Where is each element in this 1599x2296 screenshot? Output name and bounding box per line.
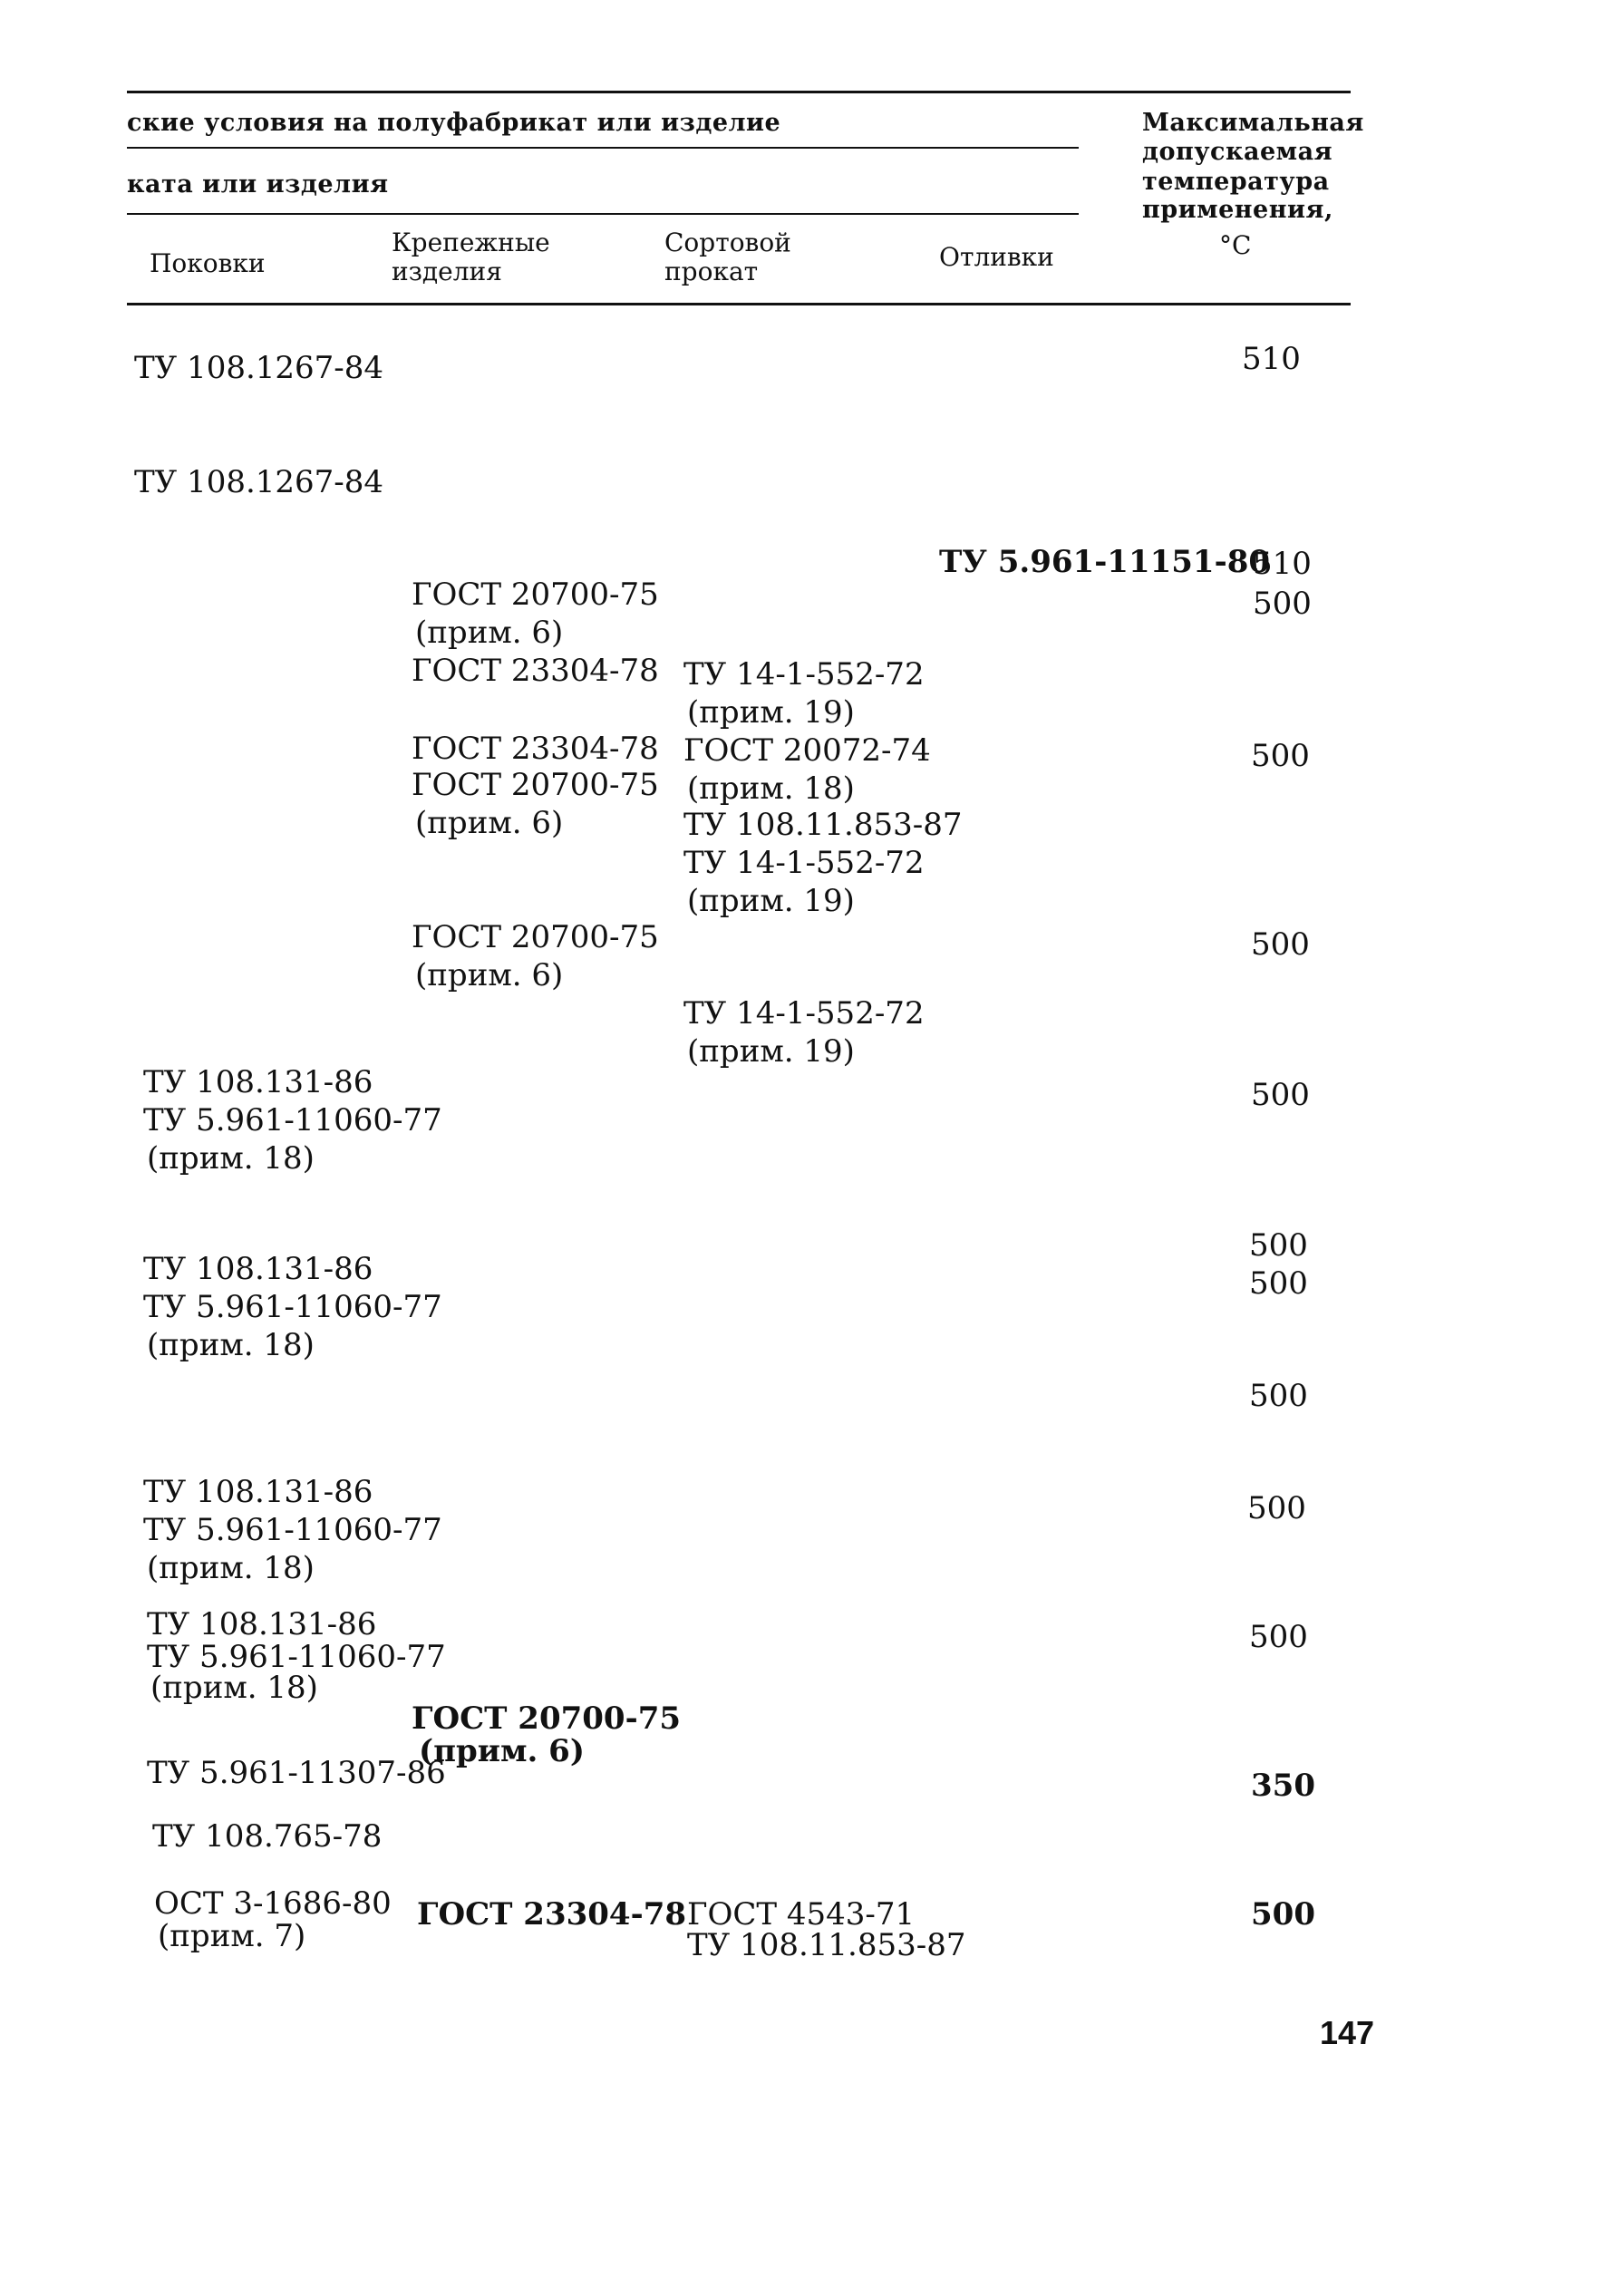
col-header-rolled-2: прокат xyxy=(664,257,759,286)
cell-forgings: (прим. 7) xyxy=(158,1918,306,1954)
cell-forgings: ТУ 5.961-11060-77 xyxy=(143,1512,442,1548)
cell-forgings: ТУ 108.131-86 xyxy=(143,1251,373,1287)
cell-forgings: (прим. 18) xyxy=(147,1140,315,1177)
col-header-castings: Отливки xyxy=(939,242,1054,272)
cell-forgings: ТУ 108.1267-84 xyxy=(134,350,384,386)
cell-fasteners: ГОСТ 20700-75 xyxy=(412,919,659,955)
header-bottom-rule xyxy=(127,303,1351,305)
header-rule-2 xyxy=(127,147,1079,149)
cell-temp: 500 xyxy=(1249,1265,1308,1302)
cell-temp: 500 xyxy=(1249,1378,1308,1414)
cell-rolled: ТУ 14-1-552-72 xyxy=(683,995,925,1032)
col-header-forgings: Поковки xyxy=(150,248,266,278)
cell-temp: 510 xyxy=(1242,341,1301,377)
cell-rolled: ГОСТ 4543-71 xyxy=(687,1896,916,1933)
cell-forgings: ТУ 108.765-78 xyxy=(152,1818,383,1855)
col-header-fasteners-2: изделия xyxy=(392,257,502,286)
cell-fasteners: ГОСТ 20700-75 xyxy=(412,767,659,803)
cell-forgings: (прим. 18) xyxy=(147,1550,315,1586)
cell-temp: 500 xyxy=(1247,1490,1306,1526)
header-top-label: ские условия на полуфабрикат или изделие xyxy=(127,109,781,137)
cell-rolled: ТУ 108.11.853-87 xyxy=(683,807,963,843)
cell-fasteners: ГОСТ 20700-75 xyxy=(412,1700,682,1737)
cell-temp: 500 xyxy=(1251,1896,1315,1933)
max-temp-unit: °С xyxy=(1219,230,1252,260)
header-top-rule xyxy=(127,91,1351,93)
cell-forgings: ТУ 108.131-86 xyxy=(147,1606,377,1642)
cell-temp: 500 xyxy=(1253,586,1312,622)
col-header-fasteners-1: Крепежные xyxy=(392,228,550,257)
cell-fasteners: ГОСТ 23304-78 xyxy=(412,653,659,689)
cell-temp: 500 xyxy=(1249,1227,1308,1264)
max-temp-line4: применения, xyxy=(1142,196,1333,224)
cell-forgings: ТУ 5.961-11060-77 xyxy=(143,1102,442,1138)
cell-rolled: ТУ 14-1-552-72 xyxy=(683,656,925,693)
cell-forgings: ОСТ 3-1686-80 xyxy=(154,1885,392,1922)
cell-fasteners: (прим. 6) xyxy=(415,805,564,841)
cell-fasteners: (прим. 6) xyxy=(415,957,564,993)
max-temp-line1: Максимальная xyxy=(1142,109,1364,137)
page-number: 147 xyxy=(1320,2014,1375,2051)
cell-fasteners: (прим. 6) xyxy=(419,1733,585,1769)
max-temp-line3: температура xyxy=(1142,168,1330,196)
cell-fasteners: (прим. 6) xyxy=(415,615,564,651)
col-header-rolled-1: Сортовой xyxy=(664,228,791,257)
cell-temp: 500 xyxy=(1251,738,1310,774)
header-sub-label: ката или изделия xyxy=(127,170,389,199)
cell-temp: 350 xyxy=(1251,1768,1315,1804)
header-rule-3 xyxy=(127,213,1079,215)
cell-forgings: ТУ 5.961-11060-77 xyxy=(147,1639,446,1675)
cell-forgings: ТУ 5.961-11307-86 xyxy=(147,1755,446,1791)
cell-fasteners: ГОСТ 20700-75 xyxy=(412,576,659,613)
cell-forgings: ТУ 5.961-11060-77 xyxy=(143,1289,442,1325)
cell-rolled: (прим. 19) xyxy=(687,1033,855,1070)
cell-rolled: ТУ 14-1-552-72 xyxy=(683,845,925,881)
cell-rolled: ТУ 108.11.853-87 xyxy=(687,1927,966,1963)
cell-rolled: (прим. 19) xyxy=(687,883,855,919)
cell-rolled: (прим. 19) xyxy=(687,694,855,731)
cell-rolled: (прим. 18) xyxy=(687,770,855,807)
cell-forgings: (прим. 18) xyxy=(147,1327,315,1363)
cell-rolled: ГОСТ 20072-74 xyxy=(683,732,931,769)
cell-forgings: ТУ 108.1267-84 xyxy=(134,464,384,500)
cell-fasteners: ГОСТ 23304-78 xyxy=(412,731,659,767)
cell-temp: 500 xyxy=(1249,1619,1308,1655)
cell-temp: 500 xyxy=(1251,926,1310,963)
cell-forgings: ТУ 108.131-86 xyxy=(143,1474,373,1510)
max-temp-line2: допускаемая xyxy=(1142,138,1333,166)
cell-forgings: ТУ 108.131-86 xyxy=(143,1064,373,1100)
cell-castings: ТУ 5.961-11151-80 xyxy=(939,544,1271,580)
cell-forgings: (прим. 18) xyxy=(150,1670,318,1706)
cell-temp: 510 xyxy=(1253,546,1312,582)
cell-temp: 500 xyxy=(1251,1077,1310,1113)
cell-fasteners: ГОСТ 23304-78 xyxy=(417,1896,687,1933)
